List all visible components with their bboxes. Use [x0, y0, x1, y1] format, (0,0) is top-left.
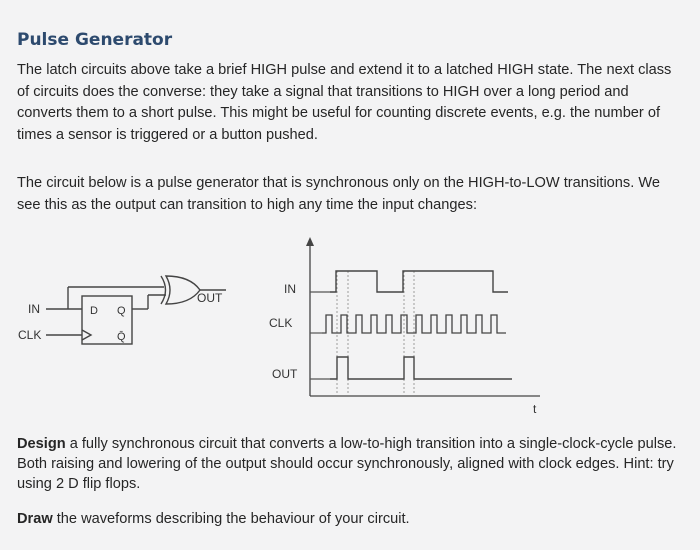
- timing-out-label: OUT: [272, 367, 298, 381]
- in-label: IN: [28, 302, 40, 316]
- logic-gate: [166, 276, 200, 304]
- circuit-schematic: [46, 276, 226, 344]
- section-title: Pulse Generator: [17, 30, 173, 50]
- gate-input-curve: [161, 276, 166, 304]
- clk-label: CLK: [18, 328, 42, 342]
- timing-diagram: [306, 237, 540, 398]
- task-body: a fully synchronous circuit that converts a low-to-high transition into a single-clock-cycle pulse. Both raising and lowering of the output should occur synchronously, aligned with clock edges. Hint: try using 2 D flip flops.: [17, 436, 677, 492]
- out-waveform: [330, 357, 512, 379]
- time-axis-label: t: [533, 402, 537, 416]
- y-axis-arrow: [306, 237, 314, 246]
- draw-lead: Draw: [17, 511, 53, 527]
- draw-paragraph: [17, 509, 677, 531]
- qbar-pin-label: Q̄: [117, 331, 126, 343]
- timing-in-label: IN: [284, 282, 296, 296]
- in-waveform: [330, 271, 508, 292]
- d-pin-label: D: [90, 305, 98, 317]
- circuit-description: The circuit below is a pulse generator that is synchronous only on the HIGH-to-LOW transitions. We see this as the output can transition to high any time the input changes:: [17, 175, 660, 213]
- clock-input-marker: [82, 330, 91, 340]
- task-paragraph: [17, 434, 677, 494]
- out-label: OUT: [197, 291, 223, 305]
- task-lead: Design: [17, 436, 66, 452]
- draw-body: the waveforms describing the behaviour of your circuit.: [52, 511, 410, 527]
- timing-clk-label: CLK: [269, 316, 293, 330]
- intro-paragraph: The latch circuits above take a brief HIGH pulse and extend it to a latched HIGH state. The next class of circuits does the converse: they take a signal that transitions to HIGH over a long period and converts them to a short pulse. This might be useful for counting discrete events, e.g. the number of times a sensor is triggered or a button pushed.: [17, 62, 672, 143]
- q-pin-label: Q: [117, 305, 126, 317]
